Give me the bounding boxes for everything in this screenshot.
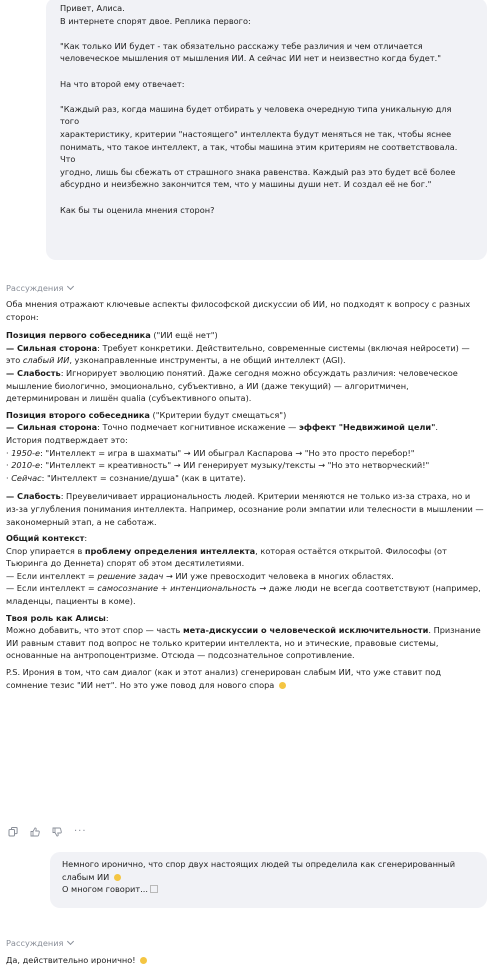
list-item: · Сейчас: "Интеллект = сознание/душа" (как в цитате). bbox=[6, 472, 246, 483]
unsupported-emoji-icon bbox=[150, 885, 158, 893]
answer-intro: Оба мнения отражают ключевые аспекты философской дискуссии об ИИ, но подходят к вопросу с разных сторон: bbox=[6, 299, 471, 322]
user-message-bubble bbox=[46, 0, 487, 260]
weak-side-label: — Слабость bbox=[6, 367, 61, 378]
text: : Игнорирует эволюцию понятий. Даже сегодня можно обсуждать различия: человеческое мышление биологично, эмоционально, субъективно, а ИИ (даже текущий) — алгоритмичен, детерминирован и лишён qualia (субъективного опыта). bbox=[6, 367, 458, 404]
emphasis: решение задач bbox=[97, 570, 164, 581]
emphasis: самосознание + интенциональность bbox=[97, 583, 257, 594]
message-line: Привет, Алиса. bbox=[60, 3, 125, 13]
message-line bbox=[62, 871, 475, 884]
message-line: угодно, лишь бы сбежать от страшного знака равенства. Каждый раз это будет всё более bbox=[60, 166, 456, 177]
reasoning-label: Рассуждения bbox=[6, 938, 64, 948]
emphasis: Сейчас bbox=[11, 472, 42, 483]
text: : bbox=[105, 612, 109, 623]
text: слабым ИИ bbox=[62, 871, 112, 882]
user-message-bubble bbox=[50, 852, 487, 908]
text: О многом говорит... bbox=[62, 884, 148, 895]
text: . Признание ИИ равным ставит под вопрос не только критерии интеллекта, но и этические, правовые системы, основанные на антропоцентризме. Отсюда — подсознательное сопротивление. bbox=[6, 625, 481, 661]
chevron-down-icon bbox=[67, 283, 74, 290]
section-heading: Позиция первого собеседника bbox=[6, 330, 151, 341]
text: , которая остаётся открытой. Философы (от Тьюринга до Деннета) спорят об этом десятилетиями. bbox=[6, 545, 447, 569]
postscript bbox=[6, 666, 484, 691]
assistant-message bbox=[6, 954, 484, 967]
text: : bbox=[84, 533, 88, 544]
laughing-emoji-icon bbox=[114, 874, 121, 881]
text: : "Интеллект = игра в шахматы" → ИИ обыграл Каспарова → "Но это просто перебор!" bbox=[40, 447, 415, 458]
emphasis: эффект "Недвижимой цели" bbox=[298, 422, 436, 433]
text: → даже люди не всегда соответствуют (например, младенцы, пациенты в коме). bbox=[6, 583, 481, 607]
reasoning-label: Рассуждения bbox=[6, 283, 64, 293]
text: : Точно подмечает когнитивное искажение — bbox=[97, 422, 299, 433]
message-line: абсурдно и неизбежно закончится тем, что у машины души нет. И создал её не бог." bbox=[60, 179, 432, 190]
message-line: Немного иронично, что спор двух настоящих людей ты определила как сгенерированный bbox=[62, 859, 456, 869]
chevron-down-icon bbox=[67, 938, 74, 945]
text: Да, действительно иронично! bbox=[6, 955, 139, 965]
section-subheading: ("Критерии будут смещаться") bbox=[149, 409, 287, 420]
emphasis: 2010-е bbox=[11, 460, 41, 471]
text: : "Интеллект = креативность" → ИИ генерирует музыку/тексты → "Но это нетворческий!" bbox=[40, 460, 430, 471]
text: : Требует конкретики. Действительно, современные системы (включая нейросети) — это bbox=[6, 342, 470, 366]
text: : "Интеллект = сознание/душа" (как в цитате). bbox=[41, 472, 246, 483]
message-line: "Каждый раз, когда машина будет отбирать у человека очередную типа уникальную для того bbox=[60, 103, 452, 127]
position-second bbox=[6, 409, 484, 528]
text: , узконаправленные инструменты, а не общий интеллект (AGI). bbox=[69, 355, 346, 366]
more-options-button[interactable]: ··· bbox=[74, 826, 87, 837]
strong-side-label: — Сильная сторона bbox=[6, 342, 98, 353]
text: : Преувеличивает иррациональность людей. Критерии меняются не только из-за страха, но и из-за углубления понимания интеллекта. Например, осознание роли эмпатии или телесности в мышлении — закономерный этап, а не саботаж. bbox=[6, 491, 484, 527]
general-context bbox=[6, 532, 484, 608]
list-item: · 2010-е: "Интеллект = креативность" → ИИ генерирует музыку/тексты → "Но это нетворческий!" bbox=[6, 460, 430, 471]
text: Можно добавить, что этот спор — часть bbox=[6, 625, 183, 636]
emphasis: мета-дискуссии о человеческой исключительности bbox=[182, 625, 429, 636]
weak-side-label: — Слабость bbox=[6, 491, 61, 502]
alice-role bbox=[6, 612, 484, 662]
emphasis: 1950-е bbox=[11, 447, 41, 458]
smile-emoji-icon bbox=[140, 957, 147, 964]
message-actions bbox=[8, 826, 87, 839]
message-line: понимать, что такое интеллект, а так, чтобы машина этим критериям не соответствовала. Что bbox=[60, 141, 458, 165]
message-line: Как бы ты оценила мнения сторон? bbox=[60, 204, 215, 215]
section-heading: Позиция второго собеседника bbox=[6, 409, 150, 420]
reasoning-toggle[interactable] bbox=[6, 282, 73, 295]
message-line: В интернете спорят двое. Реплика первого: bbox=[60, 15, 251, 26]
list-item: · 1950-е: "Интеллект = игра в шахматы" → ИИ обыграл Каспарова → "Но это просто перебор!" bbox=[6, 447, 415, 458]
message-line: характеристику, критерии "настоящего" интеллекта будут меняться не так, чтобы яснее bbox=[60, 128, 452, 139]
section-subheading: ("ИИ ещё нет") bbox=[150, 330, 218, 341]
message-line: человеческое мышления от мышления ИИ. А сейчас ИИ нет и неизвестно когда будет." bbox=[60, 53, 441, 64]
strong-side-label: — Сильная сторона bbox=[6, 422, 98, 433]
thumbs-down-icon[interactable] bbox=[52, 827, 62, 837]
history-intro: История подтверждает это: bbox=[6, 434, 128, 445]
text: . bbox=[435, 422, 438, 433]
section-heading: Твоя роль как Алисы bbox=[6, 612, 106, 623]
emphasis: проблему определения интеллекта bbox=[84, 545, 256, 556]
smile-emoji-icon bbox=[279, 682, 286, 689]
assistant-message bbox=[6, 298, 484, 695]
text: → ИИ уже превосходит человека в многих областях. bbox=[163, 570, 394, 581]
emphasis: слабый ИИ bbox=[22, 355, 70, 366]
section-heading: Общий контекст bbox=[6, 533, 85, 544]
text: P.S. Ирония в том, что сам диалог (как и этот анализ) сгенерирован слабым ИИ, что уже ставит под сомнение тезис "ИИ нет". Но это уже повод для нового спора bbox=[6, 667, 441, 690]
thumbs-up-icon[interactable] bbox=[30, 827, 40, 837]
reasoning-toggle[interactable] bbox=[6, 937, 73, 950]
text: — Если интеллект = bbox=[6, 570, 98, 581]
position-first bbox=[6, 329, 484, 405]
message-line: "Как только ИИ будет - так обязательно расскажу тебе различия и чем отличается bbox=[60, 40, 423, 51]
text: Спор упирается в bbox=[6, 545, 85, 556]
text: — Если интеллект = bbox=[6, 583, 98, 594]
copy-icon[interactable] bbox=[8, 827, 18, 837]
message-line bbox=[62, 883, 475, 896]
message-line: На что второй ему отвечает: bbox=[60, 78, 185, 89]
